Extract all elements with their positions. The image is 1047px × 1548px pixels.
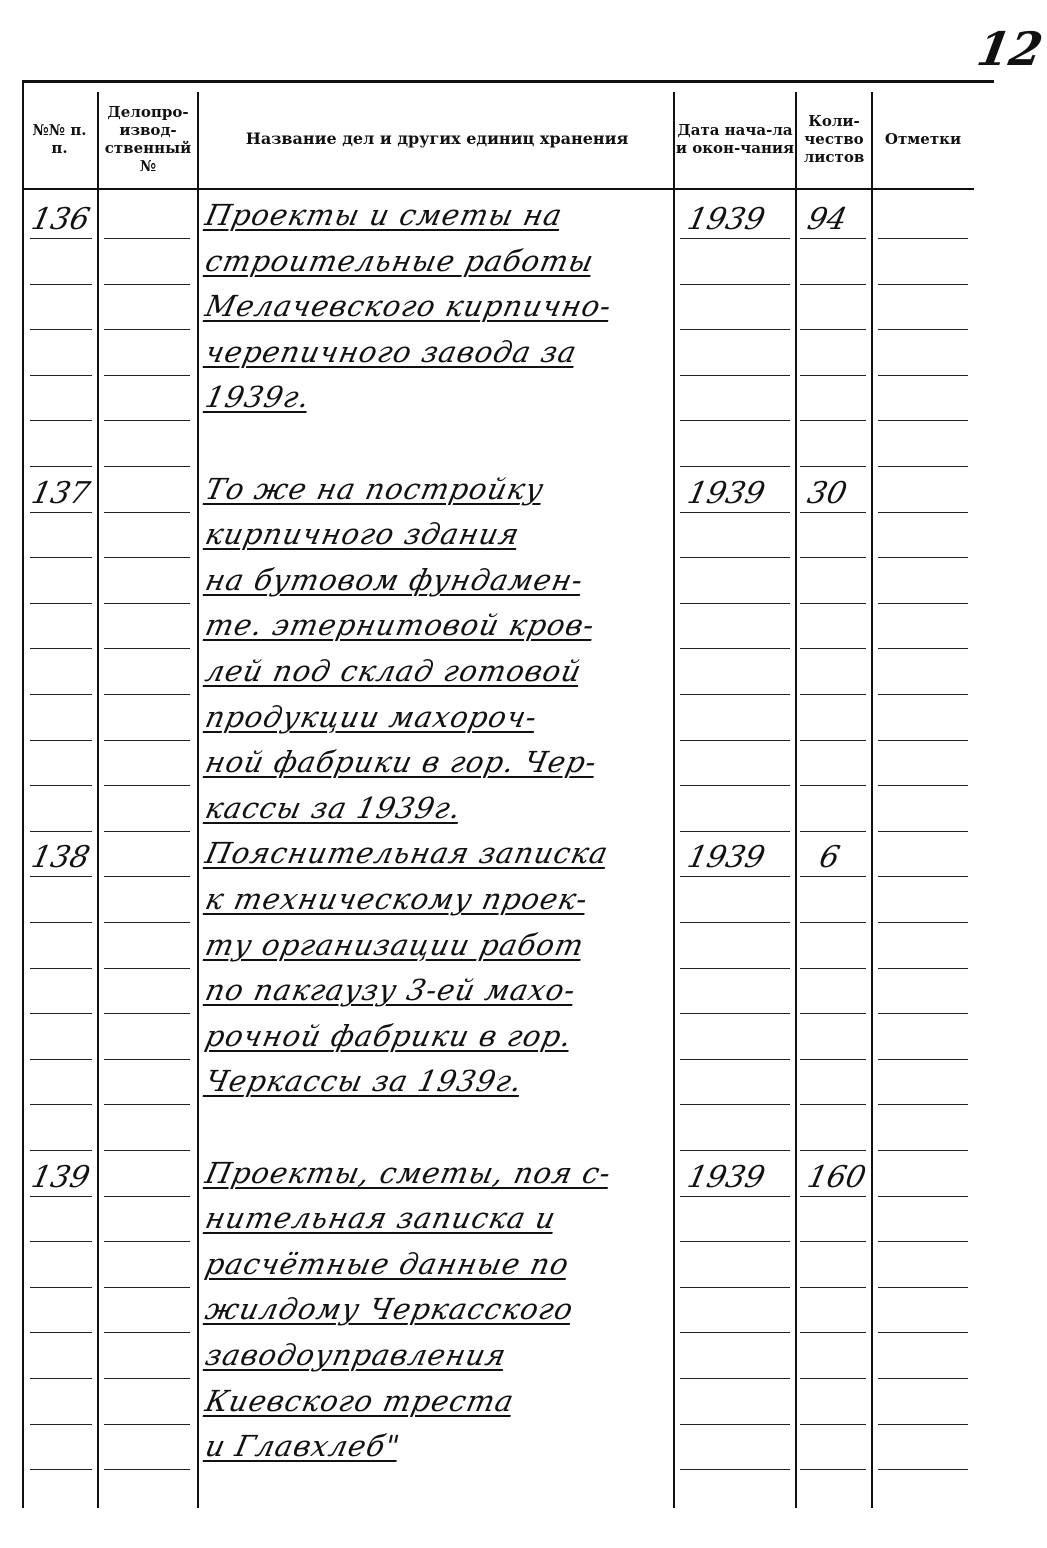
ruled-line (104, 375, 190, 376)
ruled-line (800, 785, 866, 786)
entry-title-line: ной фабрики в гор. Чер- (202, 745, 601, 780)
entry-title-line: лей под склад готовой (202, 654, 585, 688)
header-num (22, 92, 97, 186)
ruled-line (104, 1469, 190, 1470)
entry-title-line: заводоуправления (202, 1338, 510, 1372)
ruled-line (104, 1287, 190, 1288)
ruled-line (30, 694, 92, 695)
ruled-line (878, 831, 968, 832)
ruled-line (30, 922, 92, 923)
ruled-line (680, 603, 790, 604)
entry-title-line: по пакгаузу 3-ей махо- (202, 973, 580, 1008)
ruled-line (680, 1150, 790, 1151)
ruled-line (800, 1150, 866, 1151)
ruled-line (680, 375, 790, 376)
ruled-line (878, 876, 968, 877)
ruled-line (878, 1196, 968, 1197)
ruled-line (104, 1424, 190, 1425)
ruled-line (800, 1469, 866, 1470)
ruled-line (800, 375, 866, 376)
entry-title-line: кассы за 1939г. (202, 790, 465, 825)
ruled-line (878, 1332, 968, 1333)
ruled-line (30, 557, 92, 558)
entry-sheet-count: 160 (804, 1159, 869, 1195)
ruled-line (878, 329, 968, 330)
ruled-line (800, 329, 866, 330)
ruled-line (104, 1241, 190, 1242)
ruled-line (680, 1059, 790, 1060)
ruled-line (30, 1287, 92, 1288)
ruled-line (30, 1241, 92, 1242)
entry-title-line: на бутовом фундамен- (202, 562, 587, 597)
ruled-line (104, 284, 190, 285)
ruled-line (680, 466, 790, 467)
ruled-line (878, 284, 968, 285)
column-divider (795, 92, 797, 1508)
entry-title-line: нительная записка и (202, 1201, 560, 1236)
entry-title-line: расчётные данные по (202, 1246, 573, 1281)
entry-title-line: к техническому проек- (202, 882, 592, 916)
ruled-line (104, 1059, 190, 1060)
column-divider (673, 92, 675, 1508)
ruled-line (800, 1241, 866, 1242)
entry-title-line: кирпичного здания (202, 517, 523, 552)
ruled-line (104, 968, 190, 969)
ruled-line (30, 785, 92, 786)
ruled-line (30, 1013, 92, 1014)
entry-title-line: Черкассы за 1939г. (202, 1064, 526, 1099)
ruled-line (878, 648, 968, 649)
ruled-line (30, 1059, 92, 1060)
ruled-line (800, 603, 866, 604)
column-divider (197, 92, 199, 1508)
ruled-line (680, 238, 790, 239)
ruled-line (878, 740, 968, 741)
entry-title-line: Проекты и сметы на (202, 198, 566, 232)
ruled-line (800, 1013, 866, 1014)
ruled-line (680, 512, 790, 513)
ruled-line (878, 1469, 968, 1470)
ruled-line (104, 831, 190, 832)
ruled-line (800, 648, 866, 649)
header-num-label: №№ п. п. (32, 121, 87, 157)
ruled-line (800, 1424, 866, 1425)
ruled-line (30, 1424, 92, 1425)
ruled-line (878, 512, 968, 513)
ruled-line (878, 466, 968, 467)
entry-title-line: рочной фабрики в гор. (202, 1018, 576, 1053)
ruled-line (104, 420, 190, 421)
ruled-line (680, 557, 790, 558)
ruled-line (104, 1378, 190, 1379)
ruled-line (680, 284, 790, 285)
entry-title-line: строительные работы (202, 243, 598, 278)
entry-date: 1939 (684, 840, 769, 876)
ruled-line (30, 238, 92, 239)
header-bottom-rule (22, 188, 974, 190)
ruled-line (800, 968, 866, 969)
ruled-line (680, 876, 790, 877)
ruled-line (680, 1013, 790, 1014)
ruled-line (800, 1378, 866, 1379)
ruled-line (104, 603, 190, 604)
ruled-line (878, 238, 968, 239)
ruled-line (30, 876, 92, 877)
entry-number: 137 (28, 475, 93, 511)
ruled-line (30, 648, 92, 649)
ruled-line (30, 375, 92, 376)
ruled-line (800, 512, 866, 513)
entry-title-line: черепичного завода за (202, 334, 581, 369)
entry-sheet-count: 6 (816, 840, 843, 876)
ruled-line (878, 1104, 968, 1105)
entry-title-line: и Главхлеб" (202, 1429, 404, 1464)
ruled-line (878, 375, 968, 376)
ruled-line (878, 603, 968, 604)
column-divider (22, 82, 24, 1508)
entry-title-line: те. этернитовой кров- (202, 608, 599, 643)
entry-title-line: Пояснительная записка (202, 836, 612, 871)
ruled-line (30, 1104, 92, 1105)
header-title (200, 92, 674, 186)
header-dates-label: Дата нача-ла и окон-чания (675, 121, 795, 157)
column-divider (871, 92, 873, 1508)
ruled-line (104, 512, 190, 513)
ruled-line (30, 831, 92, 832)
ruled-line (680, 1241, 790, 1242)
ruled-line (680, 785, 790, 786)
ruled-line (878, 1059, 968, 1060)
ruled-line (878, 785, 968, 786)
ruled-line (30, 512, 92, 513)
ruled-line (680, 1378, 790, 1379)
table-header (22, 92, 974, 186)
entry-title-line: Проекты, сметы, поя с- (202, 1155, 615, 1190)
entry-title-line: ту организации работ (202, 927, 588, 962)
ruled-line (878, 1378, 968, 1379)
ruled-line (800, 284, 866, 285)
ruled-line (104, 1196, 190, 1197)
ruled-line (30, 284, 92, 285)
ruled-line (30, 740, 92, 741)
ruled-line (104, 785, 190, 786)
ruled-line (878, 1013, 968, 1014)
ruled-line (104, 238, 190, 239)
ruled-line (800, 876, 866, 877)
header-notes (873, 92, 973, 186)
entry-title-line: жилдому Черкасского (202, 1292, 577, 1327)
ruled-line (30, 466, 92, 467)
ruled-line (30, 329, 92, 330)
column-divider (97, 92, 99, 1508)
ruled-line (104, 694, 190, 695)
header-dates (675, 92, 795, 186)
ruled-line (680, 740, 790, 741)
ruled-line (680, 1424, 790, 1425)
ruled-line (878, 420, 968, 421)
ruled-line (30, 1378, 92, 1379)
ruled-line (878, 1424, 968, 1425)
ruled-line (878, 1150, 968, 1151)
ruled-line (104, 557, 190, 558)
entry-date: 1939 (684, 202, 769, 237)
header-office-num (98, 92, 198, 186)
header-count-label: Коли-чество листов (803, 112, 865, 166)
ruled-line (104, 466, 190, 467)
ruled-line (800, 740, 866, 741)
ruled-line (800, 466, 866, 467)
ruled-line (878, 1241, 968, 1242)
ruled-line (800, 1332, 866, 1333)
ruled-line (800, 420, 866, 421)
entry-title-line: То же на постройку (202, 471, 548, 506)
ruled-line (680, 922, 790, 923)
entry-sheet-count: 30 (804, 475, 850, 511)
ruled-line (800, 1104, 866, 1105)
ruled-line (680, 1287, 790, 1288)
entry-sheet-count: 94 (804, 202, 850, 237)
entry-title-line: 1939г. (202, 380, 314, 415)
ruled-line (30, 1332, 92, 1333)
entry-date: 1939 (684, 475, 769, 511)
ruled-line (104, 740, 190, 741)
ruled-line (104, 648, 190, 649)
ruled-line (104, 1150, 190, 1151)
ruled-line (30, 420, 92, 421)
ruled-line (30, 968, 92, 969)
ruled-line (680, 831, 790, 832)
ruled-line (104, 329, 190, 330)
ruled-line (800, 922, 866, 923)
ruled-line (104, 922, 190, 923)
ruled-line (104, 1332, 190, 1333)
ruled-line (878, 557, 968, 558)
header-title-label: Название дел и других единиц хранения (245, 129, 629, 148)
ruled-line (800, 238, 866, 239)
ruled-line (878, 694, 968, 695)
ruled-line (878, 1287, 968, 1288)
ruled-line (800, 831, 866, 832)
ruled-line (30, 603, 92, 604)
entry-number: 139 (28, 1159, 93, 1195)
ruled-line (680, 1332, 790, 1333)
header-notes-label: Отметки (884, 130, 962, 148)
ruled-line (680, 329, 790, 330)
ruled-line (680, 968, 790, 969)
entry-number: 136 (28, 202, 93, 237)
header-office-num-label: Делопро-извод-ственный № (104, 103, 192, 175)
ruled-line (878, 922, 968, 923)
ruled-line (800, 1059, 866, 1060)
ruled-line (104, 1104, 190, 1105)
ruled-line (680, 1104, 790, 1105)
page-number: 12 (973, 22, 1047, 76)
entry-title-line: Киевского треста (202, 1383, 518, 1418)
ruled-line (800, 694, 866, 695)
entry-date: 1939 (684, 1159, 769, 1195)
ruled-line (878, 968, 968, 969)
ruled-line (30, 1196, 92, 1197)
ruled-line (680, 1469, 790, 1470)
ruled-line (104, 1013, 190, 1014)
ruled-line (680, 420, 790, 421)
ruled-line (680, 694, 790, 695)
entry-title-line: Мелачевского кирпично- (202, 289, 615, 324)
ruled-line (680, 648, 790, 649)
ruled-line (680, 1196, 790, 1197)
ruled-line (104, 876, 190, 877)
ruled-line (30, 1150, 92, 1151)
entry-number: 138 (28, 840, 93, 876)
top-rule (22, 80, 994, 83)
ruled-line (30, 1469, 92, 1470)
ruled-line (800, 1196, 866, 1197)
ruled-line (800, 1287, 866, 1288)
entry-title-line: продукции махороч- (202, 699, 541, 734)
header-count (796, 92, 872, 186)
ruled-line (800, 557, 866, 558)
